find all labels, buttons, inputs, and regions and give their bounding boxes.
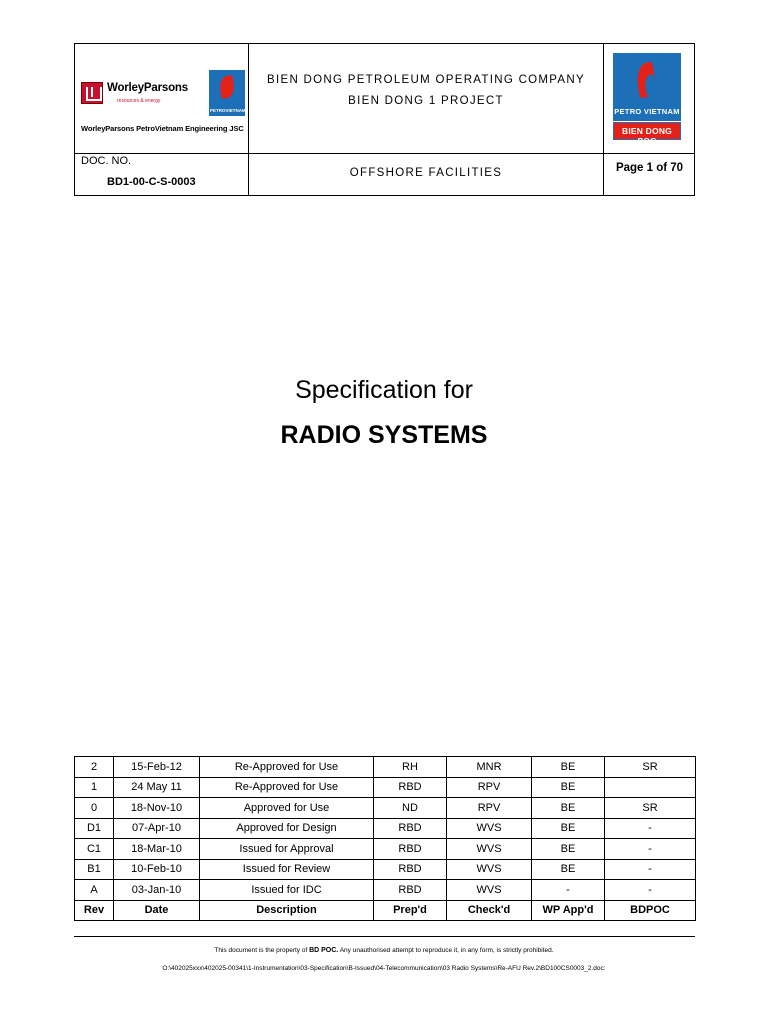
company-name: BIEN DONG PETROLEUM OPERATING COMPANY <box>267 74 585 86</box>
wp-approved-cell: BE <box>532 798 605 819</box>
checked-cell: MNR <box>447 757 532 778</box>
date-cell: 24 May 11 <box>114 777 200 798</box>
description-cell: Issued for IDC <box>200 880 374 901</box>
wp-approved-cell: BE <box>532 777 605 798</box>
table-row <box>75 839 696 860</box>
revision-table <box>74 756 696 921</box>
rev-cell: D1 <box>75 818 114 839</box>
column-header-description: Description <box>200 900 374 921</box>
page-number: Page 1 of 70 <box>615 162 684 174</box>
contractor-name: WorleyParsons <box>107 82 188 94</box>
prepared-cell: ND <box>374 798 447 819</box>
petrovietnam-small-logo-text: PETROVIETNAM <box>210 108 246 113</box>
contractor-jsc: WorleyParsons PetroVietnam Engineering JSC <box>81 124 244 133</box>
bdpoc-cell: SR <box>605 757 696 778</box>
rev-cell: 2 <box>75 757 114 778</box>
bdpoc-cell: - <box>605 818 696 839</box>
rev-cell: 1 <box>75 777 114 798</box>
prepared-cell: RH <box>374 757 447 778</box>
prepared-cell: RBD <box>374 777 447 798</box>
project-name: BIEN DONG 1 PROJECT <box>348 95 504 107</box>
date-cell: 10-Feb-10 <box>114 859 200 880</box>
wp-approved-cell: BE <box>532 818 605 839</box>
description-cell: Issued for Review <box>200 859 374 880</box>
rev-cell: A <box>75 880 114 901</box>
table-row <box>75 818 696 839</box>
document-header <box>74 43 695 196</box>
bdpoc-cell: - <box>605 839 696 860</box>
doc-no-value: BD1-00-C-S-0003 <box>107 176 196 188</box>
description-cell: Re-Approved for Use <box>200 777 374 798</box>
table-row <box>75 880 696 901</box>
checked-cell: RPV <box>447 798 532 819</box>
description-cell: Approved for Design <box>200 818 374 839</box>
date-cell: 18-Nov-10 <box>114 798 200 819</box>
bdpoc-cell: - <box>605 859 696 880</box>
bien-dong-poc-logo <box>613 53 681 146</box>
wp-approved-cell: BE <box>532 757 605 778</box>
column-header-rev: Rev <box>75 900 114 921</box>
contractor-tagline: resources & energy <box>117 98 161 104</box>
bdpoc-cell: SR <box>605 798 696 819</box>
table-header-row <box>75 900 696 921</box>
column-header-checked: Check'd <box>447 900 532 921</box>
table-row <box>75 757 696 778</box>
client-logo-top-text: PETRO VIETNAM <box>614 107 680 116</box>
checked-cell: WVS <box>447 818 532 839</box>
checked-cell: WVS <box>447 859 532 880</box>
client-logo-bottom-text: BIEN DONG POC <box>622 126 672 146</box>
checked-cell: RPV <box>447 777 532 798</box>
prepared-cell: RBD <box>374 859 447 880</box>
file-path: O:\402025xxx\402025-00341\1-Instrumentation\03-Specification\B-Issued\04-Telecommunication\03 Radio Systems\Re-AFU Rev.2\BD100CS0003_2.doc: <box>162 965 606 972</box>
table-row <box>75 777 696 798</box>
prepared-cell: RBD <box>374 818 447 839</box>
wp-approved-cell: BE <box>532 839 605 860</box>
description-cell: Issued for Approval <box>200 839 374 860</box>
bdpoc-cell <box>605 777 696 798</box>
prepared-cell: RBD <box>374 839 447 860</box>
property-notice <box>0 947 768 954</box>
property-notice-owner: BD POC. <box>309 947 339 954</box>
table-row <box>75 859 696 880</box>
prepared-cell: RBD <box>374 880 447 901</box>
rev-cell: 0 <box>75 798 114 819</box>
property-notice-suffix: Any unauthorised attempt to reproduce it, in any form, is strictly prohibited. <box>339 947 554 954</box>
flame-icon <box>219 75 236 99</box>
table-row <box>75 798 696 819</box>
worleyparsons-mark-icon <box>81 82 103 104</box>
checked-cell: WVS <box>447 880 532 901</box>
area-title: OFFSHORE FACILITIES <box>349 167 503 179</box>
document-title: RADIO SYSTEMS <box>280 421 488 449</box>
checked-cell: WVS <box>447 839 532 860</box>
doc-no-label: DOC. NO. <box>81 155 132 167</box>
bdpoc-cell: - <box>605 880 696 901</box>
footer-rule <box>74 936 695 937</box>
column-header-date: Date <box>114 900 200 921</box>
property-notice-prefix: This document is the property of <box>214 947 308 954</box>
column-header-wp-approved: WP App'd <box>532 900 605 921</box>
date-cell: 15-Feb-12 <box>114 757 200 778</box>
description-cell: Approved for Use <box>200 798 374 819</box>
document-title-prefix: Specification for <box>295 376 473 404</box>
worleyparsons-logo <box>81 68 245 138</box>
description-cell: Re-Approved for Use <box>200 757 374 778</box>
header-divider <box>75 153 694 154</box>
wp-approved-cell: BE <box>532 859 605 880</box>
rev-cell: B1 <box>75 859 114 880</box>
column-header-prepared: Prep'd <box>374 900 447 921</box>
rev-cell: C1 <box>75 839 114 860</box>
date-cell: 07-Apr-10 <box>114 818 200 839</box>
wp-approved-cell: - <box>532 880 605 901</box>
column-header-bdpoc: BDPOC <box>605 900 696 921</box>
petrovietnam-small-logo <box>209 70 245 116</box>
date-cell: 18-Mar-10 <box>114 839 200 860</box>
date-cell: 03-Jan-10 <box>114 880 200 901</box>
